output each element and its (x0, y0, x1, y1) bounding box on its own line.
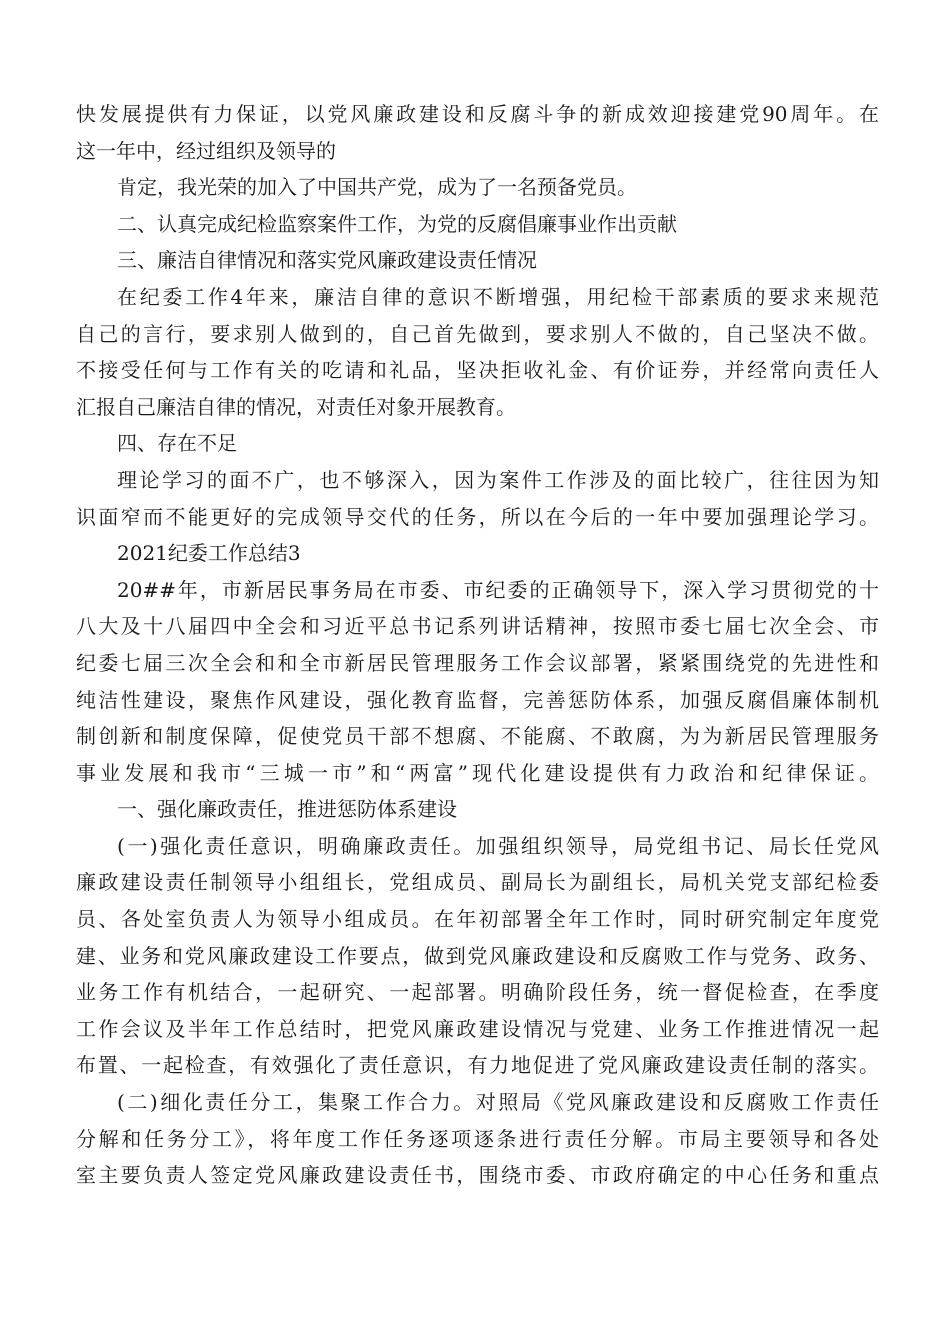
text-line: 纪委七届三次全会和和全市新居民管理服务工作会议部署，紧紧围绕党的先进性和 (76, 650, 879, 675)
text-line: 20##年，市新居民事务局在市委、市纪委的正确领导下，深入学习贯彻党的十 (117, 577, 879, 602)
text-line: 一、强化廉政责任，推进惩防体系建设 (117, 797, 457, 822)
text-line: 三、廉洁自律情况和落实党风廉政建设责任情况 (117, 248, 537, 273)
text-line: 八大及十八届四中全会和习近平总书记系列讲话精神，按照市委七届七次全会、市 (76, 614, 879, 639)
text-line: 快发展提供有力保证，以党风廉政建设和反腐斗争的新成效迎接建党90周年。在 (76, 102, 879, 126)
text-line: 布置、一起检查，有效强化了责任意识，有力地促进了党风廉政建设责任制的落实。 (76, 1053, 879, 1078)
text-line: 室主要负责人签定党风廉政建设责任书，围绕市委、市政府确定的中心任务和重点 (76, 1163, 879, 1188)
text-line: 肯定，我光荣的加入了中国共产党，成为了一名预备党员。 (117, 175, 637, 200)
text-line: 业务工作有机结合，一起研究、一起部署。明确阶段任务，统一督促检查，在季度 (76, 980, 879, 1005)
text-line: 建、业务和党风廉政建设工作要点，做到党风廉政建设和反腐败工作与党务、政务、 (76, 943, 879, 968)
text-line: 理论学习的面不广，也不够深入，因为案件工作涉及的面比较广，往往因为知 (117, 467, 879, 492)
text-line: 不接受任何与工作有关的吃请和礼品，坚决拒收礼金、有价证券，并经常向责任人 (76, 358, 879, 383)
text-line: 制创新和制度保障，促使党员干部不想腐、不能腐、不敢腐，为为新居民管理服务 (76, 724, 879, 749)
text-line: 分解和任务分工》，将年度工作任务逐项逐条进行责任分解。市局主要领导和各处 (76, 1126, 879, 1151)
text-line: 员、各处室负责人为领导小组成员。在年初部署全年工作时，同时研究制定年度党 (76, 907, 879, 932)
text-line: 纯洁性建设，聚焦作风建设，强化教育监督，完善惩防体系，加强反腐倡廉体制机 (76, 687, 879, 712)
text-line: 在纪委工作4年来，廉洁自律的意识不断增强，用纪检干部素质的要求来规范 (117, 284, 879, 309)
text-line: (一)强化责任意识，明确廉政责任。加强组织领导，局党组书记、局长任党风 (117, 833, 879, 858)
text-line: 2021纪委工作总结3 (117, 541, 301, 566)
text-line: 这一年中，经过组织及领导的 (76, 138, 336, 163)
text-line: 四、存在不足 (117, 431, 237, 456)
text-line: (二)细化责任分工，集聚工作合力。对照局《党风廉政建设和反腐败工作责任 (117, 1090, 879, 1115)
text-line: 自己的言行，要求别人做到的，自己首先做到，要求别人不做的，自己坚决不做。 (76, 321, 879, 346)
text-line: 汇报自己廉洁自律的情况，对责任对象开展教育。 (76, 394, 516, 419)
text-line: 二、认真完成纪检监察案件工作，为党的反腐倡廉事业作出贡献 (117, 211, 677, 236)
document-page (76, 96, 879, 1194)
text-line: 工作会议及半年工作总结时，把党风廉政建设情况与党建、业务工作推进情况一起 (76, 1016, 879, 1041)
text-line: 廉政建设责任制领导小组组长，党组成员、副局长为副组长，局机关党支部纪检委 (76, 870, 879, 895)
text-line: 事业发展和我市“三城一市”和“两富”现代化建设提供有力政治和纪律保证。 (76, 760, 879, 785)
text-line: 识面窄而不能更好的完成领导交代的任务，所以在今后的一年中要加强理论学习。 (76, 504, 879, 529)
